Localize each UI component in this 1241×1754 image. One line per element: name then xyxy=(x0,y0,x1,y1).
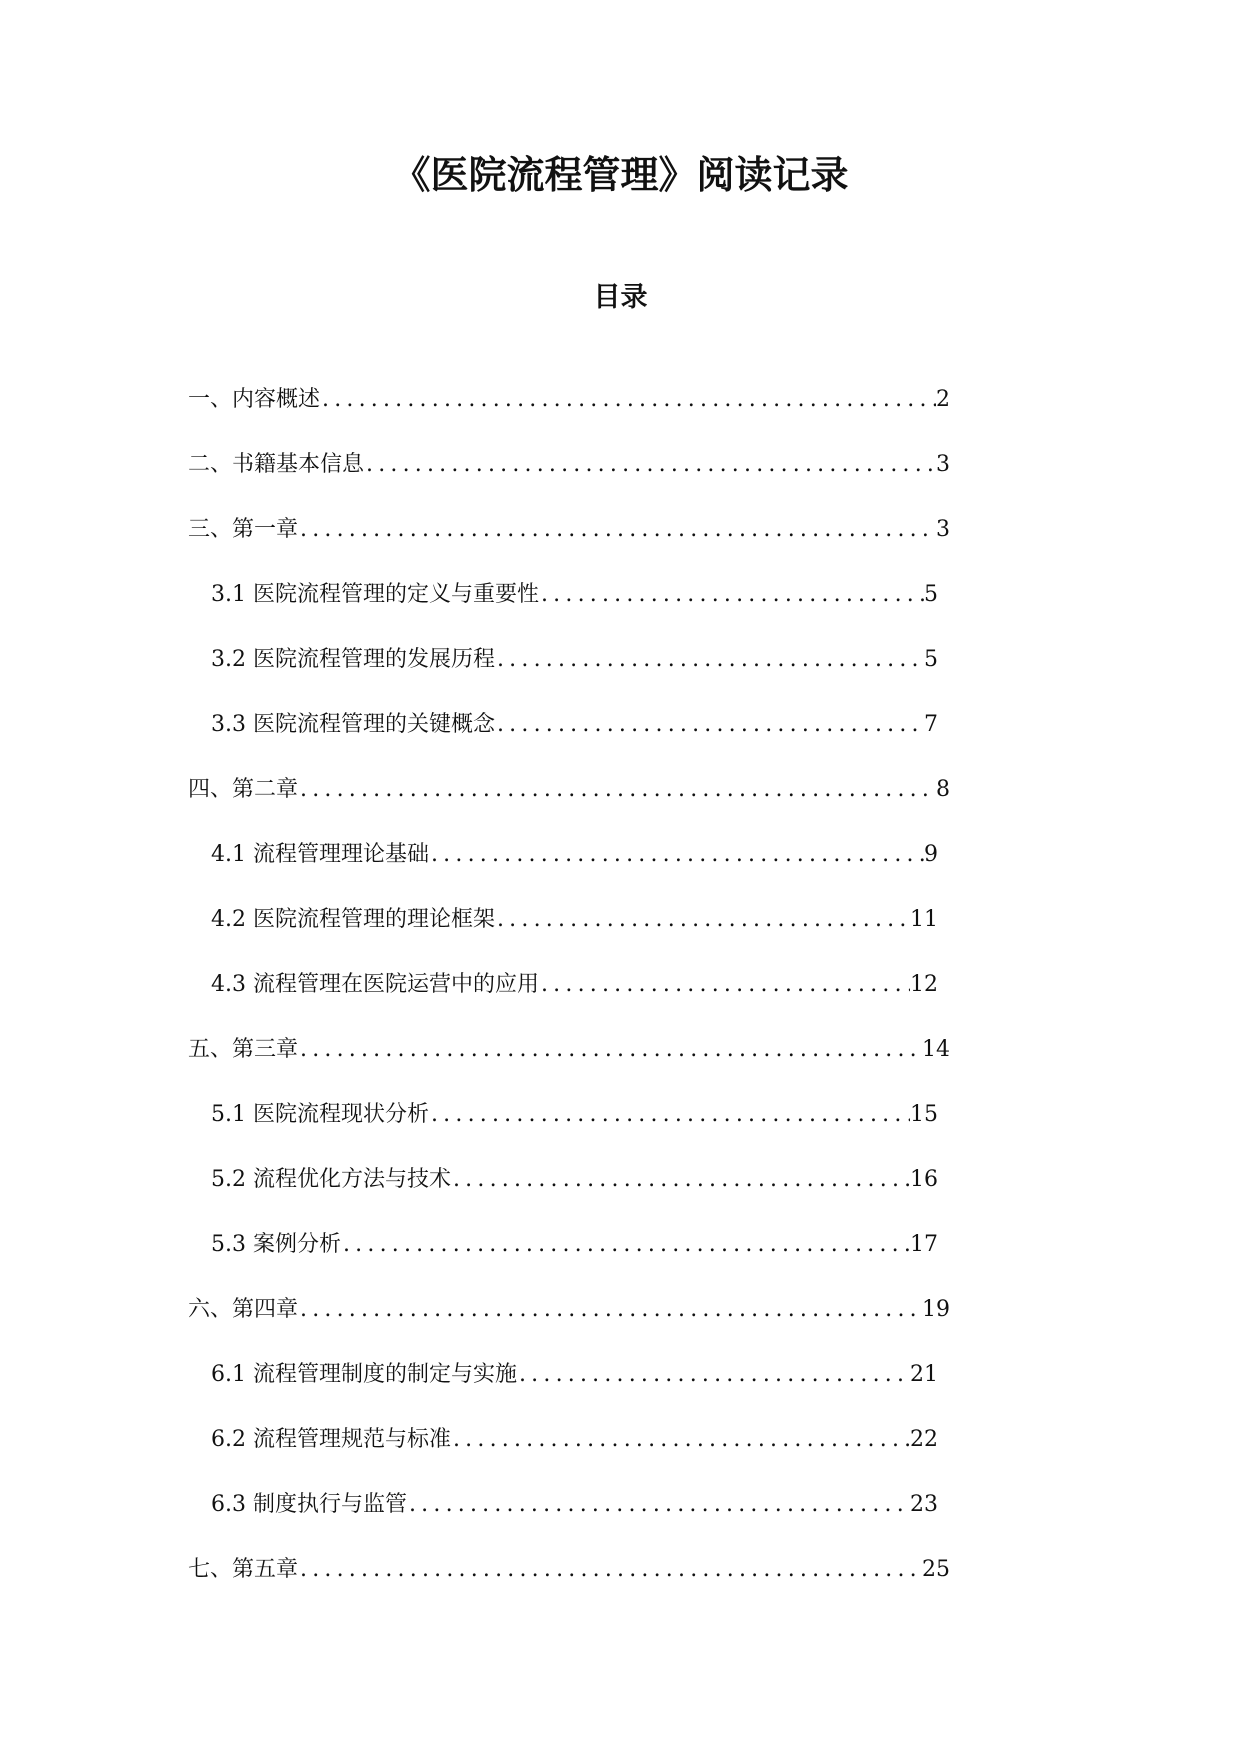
toc-entry[interactable] xyxy=(188,773,950,807)
toc-entry[interactable] xyxy=(211,903,938,937)
toc-dot-leader xyxy=(429,1098,910,1132)
toc-entry[interactable] xyxy=(211,1163,938,1197)
toc-entry[interactable] xyxy=(188,448,950,482)
toc-entry-title: 6.1 流程管理制度的制定与实施 xyxy=(211,1362,517,1387)
toc-entry[interactable] xyxy=(188,1553,950,1587)
toc-page-number: 25 xyxy=(922,1557,950,1582)
toc-entry[interactable] xyxy=(188,1033,950,1067)
toc-dot-leader xyxy=(451,1423,910,1457)
toc-heading: 目录 xyxy=(593,282,648,313)
toc-entry[interactable] xyxy=(211,578,938,612)
toc-page-number: 17 xyxy=(910,1232,938,1257)
toc-dot-leader xyxy=(451,1163,910,1197)
toc-dot-leader xyxy=(364,448,936,482)
toc-page-number: 15 xyxy=(910,1102,938,1127)
toc-dot-leader xyxy=(298,1553,922,1587)
toc-entry[interactable] xyxy=(211,1228,938,1262)
toc-entry-title: 六、第四章 xyxy=(188,1297,299,1322)
toc-entry-title: 4.3 流程管理在医院运营中的应用 xyxy=(211,972,539,997)
toc-dot-leader xyxy=(407,1488,910,1522)
toc-page-number: 3 xyxy=(936,517,950,542)
toc-page-number: 7 xyxy=(924,712,938,737)
toc-entry[interactable] xyxy=(188,383,950,417)
toc-entry[interactable] xyxy=(211,1358,938,1392)
toc-entry-title: 三、第一章 xyxy=(188,517,299,542)
toc-entry-title: 5.2 流程优化方法与技术 xyxy=(211,1167,451,1192)
toc-page-number: 5 xyxy=(924,582,938,607)
toc-entry-title: 四、第二章 xyxy=(188,777,299,802)
toc-page-number: 5 xyxy=(924,647,938,672)
toc-page-number: 22 xyxy=(910,1427,938,1452)
toc-dot-leader xyxy=(298,1033,922,1067)
toc-dot-leader xyxy=(517,1358,910,1392)
toc-dot-leader xyxy=(298,513,936,547)
document-title: 《医院流程管理》阅读记录 xyxy=(392,152,849,197)
toc-dot-leader xyxy=(539,578,924,612)
toc-page-number: 2 xyxy=(936,387,950,412)
toc-entry[interactable] xyxy=(188,1293,950,1327)
toc-entry-title: 七、第五章 xyxy=(188,1557,299,1582)
toc-dot-leader xyxy=(495,643,924,677)
toc-entry-title: 五、第三章 xyxy=(188,1037,299,1062)
toc-dot-leader xyxy=(298,773,936,807)
toc-dot-leader xyxy=(298,1293,922,1327)
toc-entry-title: 5.3 案例分析 xyxy=(211,1232,341,1257)
toc-entry[interactable] xyxy=(211,708,938,742)
toc-entry[interactable] xyxy=(211,1488,938,1522)
toc-dot-leader xyxy=(495,708,924,742)
toc-entry-title: 5.1 医院流程现状分析 xyxy=(211,1102,429,1127)
toc-entry[interactable] xyxy=(211,643,938,677)
toc-entry-title: 6.2 流程管理规范与标准 xyxy=(211,1427,451,1452)
toc-dot-leader xyxy=(429,838,924,872)
toc-page-number: 23 xyxy=(910,1492,938,1517)
toc-entry[interactable] xyxy=(211,968,938,1002)
toc-page-number: 8 xyxy=(936,777,950,802)
toc-page-number: 14 xyxy=(922,1037,950,1062)
toc-page-number: 3 xyxy=(936,452,950,477)
toc-dot-leader xyxy=(495,903,910,937)
toc-dot-leader xyxy=(341,1228,910,1262)
toc-entry-title: 一、内容概述 xyxy=(188,387,321,412)
toc-entry-title: 3.1 医院流程管理的定义与重要性 xyxy=(211,582,539,607)
toc-page-number: 19 xyxy=(922,1297,950,1322)
toc-page-number: 12 xyxy=(910,972,938,997)
toc-entry-title: 4.2 医院流程管理的理论框架 xyxy=(211,907,495,932)
toc-entry[interactable] xyxy=(211,838,938,872)
toc-page-number: 11 xyxy=(910,907,938,932)
toc-dot-leader xyxy=(539,968,910,1002)
toc-entry[interactable] xyxy=(211,1098,938,1132)
toc-entry[interactable] xyxy=(211,1423,938,1457)
toc-entry-title: 6.3 制度执行与监管 xyxy=(211,1492,407,1517)
toc-entry-title: 二、书籍基本信息 xyxy=(188,452,365,477)
toc-entry[interactable] xyxy=(188,513,950,547)
toc-entry-title: 3.3 医院流程管理的关键概念 xyxy=(211,712,495,737)
toc-page-number: 21 xyxy=(910,1362,938,1387)
toc-page-number: 16 xyxy=(910,1167,938,1192)
toc-dot-leader xyxy=(320,383,936,417)
toc-entry-title: 3.2 医院流程管理的发展历程 xyxy=(211,647,495,672)
toc-page-number: 9 xyxy=(924,842,938,867)
toc-entry-title: 4.1 流程管理理论基础 xyxy=(211,842,429,867)
